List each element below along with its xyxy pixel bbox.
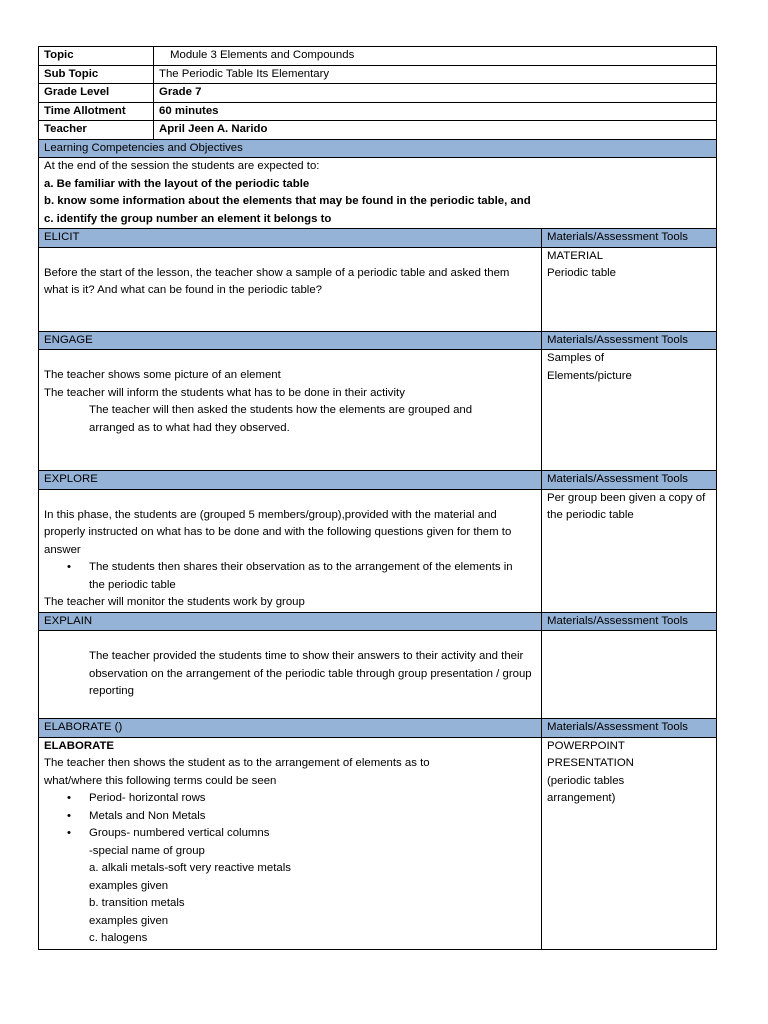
- teacher-value: April Jeen A. Narido: [154, 121, 717, 140]
- elaborate-bullet-metals: • Metals and Non Metals: [89, 808, 536, 826]
- explore-title: EXPLORE: [39, 471, 542, 490]
- elaborate-subtitle: ELABORATE: [44, 739, 115, 752]
- objectives-title: Learning Competencies and Objectives: [39, 139, 717, 158]
- explore-materials: Per group been given a copy of the periodic table: [542, 489, 717, 612]
- objectives-body: [39, 158, 717, 229]
- explain-text: The teacher provided the students time to show their answers to their activity and their observation on the arrangement of the periodic table through group presentation / group reporting: [39, 631, 542, 719]
- lesson-plan: [38, 46, 716, 950]
- objective-c: c. identify the group number an element it belongs to: [44, 212, 332, 225]
- elaborate-title: ELABORATE (): [39, 719, 542, 738]
- engage-title: ENGAGE: [39, 331, 542, 350]
- elaborate-text: The teacher then shows the student as to the arrangement of elements as to what/where this following terms could be seen: [44, 757, 430, 787]
- topic-value: Module 3 Elements and Compounds: [154, 47, 717, 66]
- engage-indented: The teacher will then asked the students how the elements are grouped and arranged as to what had they observed.: [89, 404, 473, 434]
- objective-b: b. know some information about the elements that may be found in the periodic table, and: [44, 195, 531, 207]
- subtopic-value: The Periodic Table Its Elementary: [154, 65, 717, 84]
- grade-label: Grade Level: [39, 84, 154, 103]
- elaborate-materials-header: Materials/Assessment Tools: [542, 719, 717, 738]
- explore-bullets: [44, 559, 536, 594]
- elaborate-materials: POWERPOINT PRESENTATION (periodic tables arrangement): [542, 737, 717, 949]
- subtopic-label: Sub Topic: [39, 65, 154, 84]
- topic-label: Topic: [39, 47, 154, 66]
- objectives-intro: At the end of the session the students are expected to:: [44, 160, 320, 172]
- time-label: Time Allotment: [39, 102, 154, 121]
- engage-body: [39, 350, 542, 471]
- elaborate-body: [39, 737, 542, 949]
- lesson-plan-table: [38, 46, 717, 950]
- explore-bullet: • The students then shares their observation as to the arrangement of the elements in the periodic table: [89, 559, 536, 594]
- explain-materials-header: Materials/Assessment Tools: [542, 612, 717, 631]
- teacher-label: Teacher: [39, 121, 154, 140]
- elaborate-bullet-period: • Period- horizontal rows: [89, 790, 536, 808]
- elaborate-sub-lines: -special name of group a. alkali metals-soft very reactive metals examples given b. transition metals examples given c. halogens: [89, 844, 291, 944]
- engage-materials: Samples of Elements/picture: [542, 350, 717, 471]
- explore-body: [39, 489, 542, 612]
- time-value: 60 minutes: [154, 102, 717, 121]
- explore-text: In this phase, the students are (grouped 5 members/group),provided with the material and properly instructed on what has to be done and with the following questions given for them to answer: [44, 508, 512, 556]
- engage-line-2: The teacher will inform the students what has to be done in their activity: [44, 386, 405, 399]
- explore-materials-header: Materials/Assessment Tools: [542, 471, 717, 490]
- engage-line-1: The teacher shows some picture of an element: [44, 369, 281, 381]
- grade-value: Grade 7: [154, 84, 717, 103]
- elicit-materials: MATERIAL Periodic table: [542, 247, 717, 331]
- engage-materials-header: Materials/Assessment Tools: [542, 331, 717, 350]
- explore-closing: The teacher will monitor the students work by group: [44, 596, 305, 608]
- explain-title: EXPLAIN: [39, 612, 542, 631]
- explain-materials: [542, 631, 717, 719]
- elicit-text: Before the start of the lesson, the teacher show a sample of a periodic table and asked them what is it? And what can be found in the periodic table?: [39, 247, 542, 331]
- elaborate-bullet-groups: • Groups- numbered vertical columns: [89, 825, 536, 843]
- elaborate-bullets: [44, 790, 536, 843]
- elicit-materials-header: Materials/Assessment Tools: [542, 229, 717, 248]
- objective-a: a. Be familiar with the layout of the periodic table: [44, 177, 310, 190]
- elicit-title: ELICIT: [39, 229, 542, 248]
